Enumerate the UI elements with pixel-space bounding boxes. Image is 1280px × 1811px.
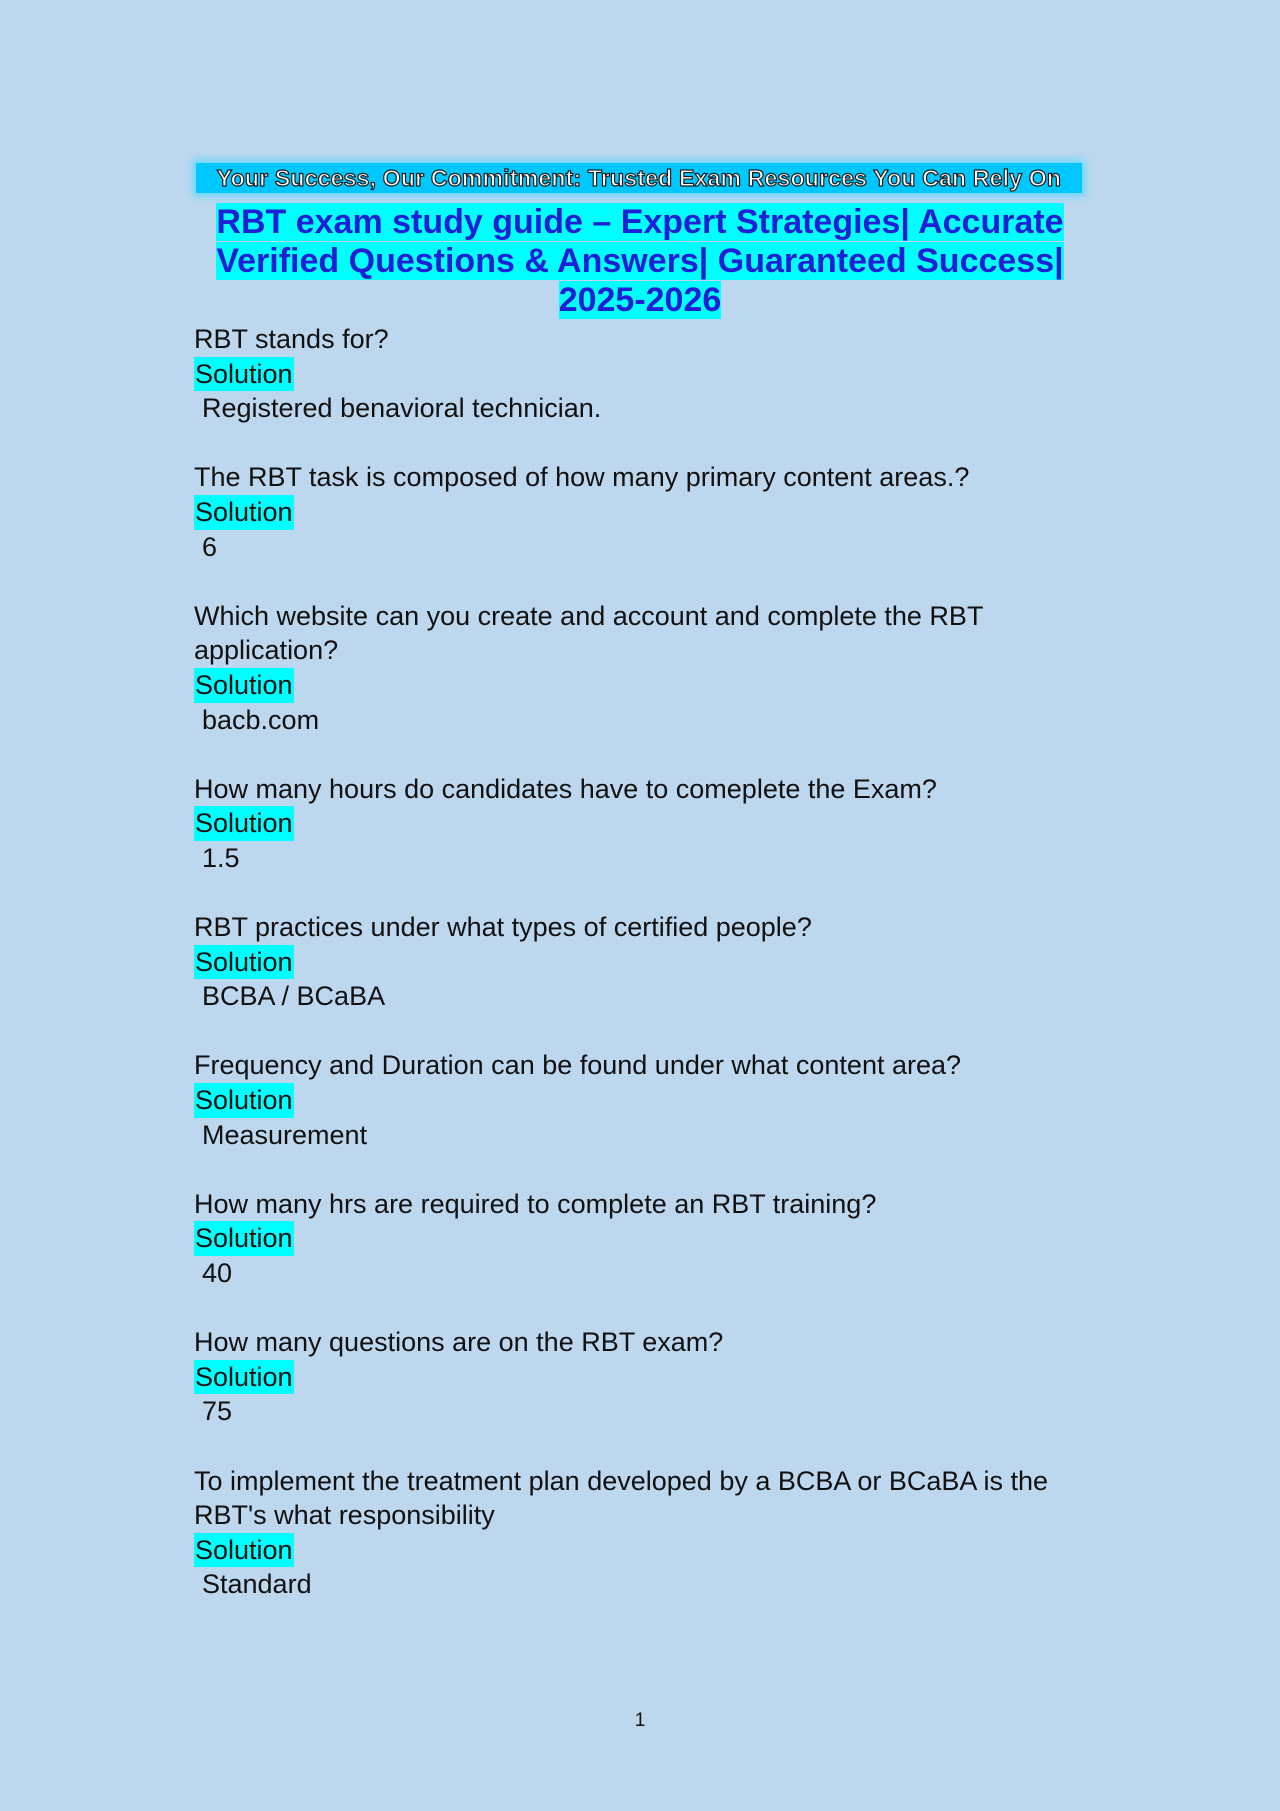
- solution-label: Solution: [194, 1083, 294, 1118]
- answer-text: BCBA / BCaBA: [202, 981, 386, 1012]
- answer-text: Standard: [202, 1569, 312, 1600]
- solution-label: Solution: [194, 1360, 294, 1395]
- qa-item: [194, 910, 1086, 1014]
- answer-text: 1.5: [202, 842, 240, 873]
- qa-item: [194, 772, 1086, 876]
- qa-item: [194, 322, 1086, 426]
- solution-label: Solution: [194, 945, 294, 980]
- question-text: Frequency and Duration can be found under what content area?: [194, 1050, 962, 1081]
- qa-item: [194, 1048, 1086, 1152]
- qa-item: [194, 1325, 1086, 1429]
- question-text: Which website can you create and account and complete the RBT application?: [194, 600, 983, 666]
- solution-label: Solution: [194, 1221, 294, 1256]
- question-text: The RBT task is composed of how many primary content areas.?: [194, 462, 970, 493]
- answer-text: Registered benavioral technician.: [202, 393, 602, 424]
- solution-label: Solution: [194, 806, 294, 841]
- document-page: [194, 163, 1086, 1637]
- question-text: How many hours do candidates have to comeplete the Exam?: [194, 773, 937, 804]
- answer-text: 75: [202, 1396, 233, 1427]
- qa-item: [194, 1187, 1086, 1291]
- answer-text: 6: [202, 531, 218, 562]
- question-text: How many questions are on the RBT exam?: [194, 1327, 724, 1358]
- qa-item: [194, 460, 1086, 564]
- header-banner: [196, 163, 1082, 193]
- document-title: [194, 203, 1086, 320]
- page-number: 1: [634, 1710, 646, 1731]
- answer-text: bacb.com: [202, 704, 320, 735]
- question-text: RBT practices under what types of certified people?: [194, 912, 812, 943]
- answer-text: Measurement: [202, 1119, 368, 1150]
- solution-label: Solution: [194, 357, 294, 392]
- qa-item: [194, 1464, 1086, 1602]
- question-text: How many hrs are required to complete an RBT training?: [194, 1188, 877, 1219]
- question-text: RBT stands for?: [194, 324, 389, 354]
- banner-text: Your Success, Our Commitment: Trusted Exam Resources You Can Rely On: [196, 163, 1082, 193]
- qa-list: [194, 322, 1086, 1602]
- solution-label: Solution: [194, 495, 294, 530]
- qa-item: [194, 599, 1086, 737]
- answer-text: 40: [202, 1258, 233, 1289]
- question-text: To implement the treatment plan developed by a BCBA or BCaBA is the RBT's what responsibility: [194, 1465, 1048, 1531]
- solution-label: Solution: [194, 1533, 294, 1568]
- document-title-text: RBT exam study guide – Expert Strategies| Accurate Verified Questions & Answers| Guaranteed Success| 2025-2026: [216, 203, 1064, 319]
- solution-label: Solution: [194, 668, 294, 703]
